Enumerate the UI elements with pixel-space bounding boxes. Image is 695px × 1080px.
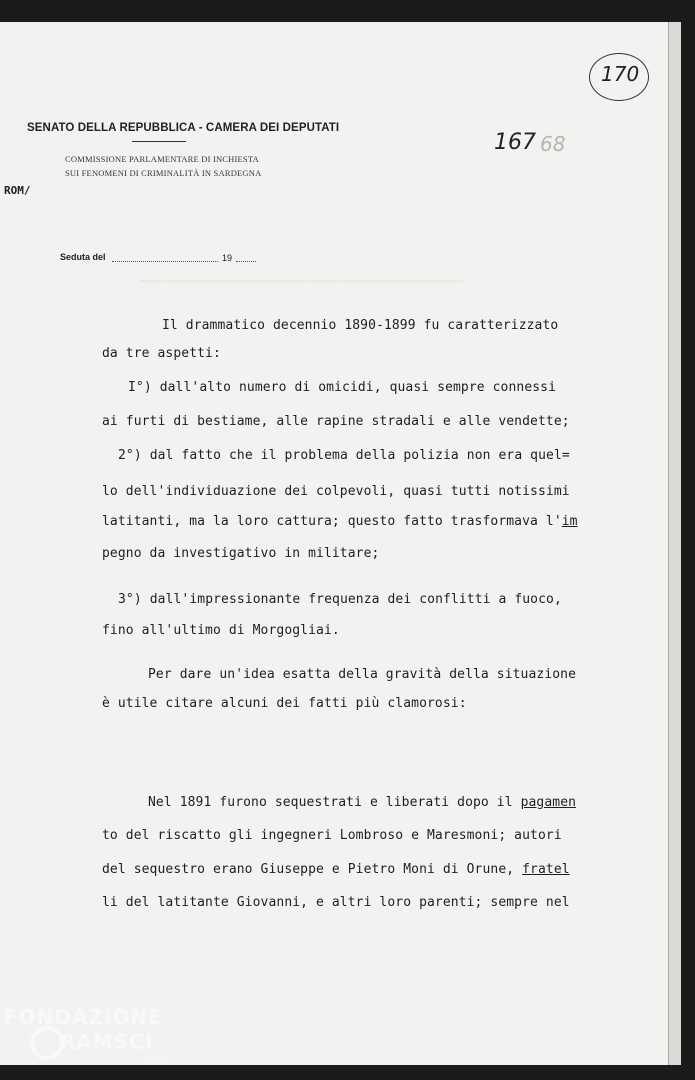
handwritten-page-number: 167 — [494, 130, 536, 155]
underlined-segment: im — [561, 514, 578, 529]
text-segment: da tre aspetti: — [102, 346, 221, 361]
text-segment: ai furti di bestiame, alle rapine stradali e alle vendette; — [102, 414, 570, 429]
text-segment: Per dare un'idea esatta della gravità della situazione — [148, 667, 577, 682]
text-segment: pegno da investigativo in militare; — [102, 546, 380, 561]
underlined-segment: pagamen — [520, 795, 577, 810]
text-segment: latitanti, ma la loro cattura; questo fatto trasformava l' — [102, 514, 562, 529]
watermark-g-logo — [30, 1026, 64, 1060]
faint-page-number: 68 — [540, 132, 566, 156]
seduta-year-field — [236, 261, 256, 262]
text-segment: li del latitante Giovanni, e altri loro parenti; sempre nel — [102, 895, 570, 910]
body-line — [102, 514, 578, 529]
text-segment: 2°) dal fatto che il problema della polizia non era quel= — [118, 448, 570, 463]
underlined-segment: fratel — [522, 862, 570, 877]
margin-mark: ROM/ — [4, 184, 31, 197]
body-line — [102, 828, 562, 843]
body-line — [102, 346, 221, 361]
body-line — [102, 895, 570, 910]
body-line — [118, 592, 562, 607]
body-line — [102, 862, 570, 877]
watermark-onlus: onlus — [145, 1055, 167, 1064]
text-segment: fino all'ultimo di Morgogliai. — [102, 623, 340, 638]
body-line — [148, 667, 576, 682]
text-segment: lo dell'individuazione dei colpevoli, quasi tutti notissimi — [102, 484, 570, 499]
commission-line-2: SUI FENOMENI DI CRIMINALITÀ IN SARDEGNA — [65, 168, 262, 178]
watermark-gramsci: RAMSCI — [60, 1030, 154, 1054]
text-segment: Il drammatico decennio 1890-1899 fu caratterizzato — [162, 318, 559, 333]
body-line — [128, 380, 556, 395]
text-segment: Nel 1891 furono sequestrati e liberati dopo il — [148, 795, 521, 810]
page-edge — [668, 22, 681, 1065]
watermark-fondazione: FONDAZIONE — [4, 1005, 163, 1029]
text-segment: to del riscatto gli ingegneri Lombroso e Maresmoni; autori — [102, 828, 562, 843]
body-line — [162, 318, 558, 333]
circled-number: 170 — [601, 62, 640, 86]
bleed-through: ▔▔▔▔▔▔▔▔▔▔▔▔▔▔▔▔▔▔▔▔▔▔▔▔▔▔▔▔▔▔▔▔▔▔▔▔▔▔▔▔▔▔▔ — [140, 280, 464, 295]
seduta-date-field — [112, 261, 218, 262]
text-segment: del sequestro erano Giuseppe e Pietro Moni di Orune, — [102, 862, 523, 877]
seduta-year-prefix: 19 — [222, 253, 233, 263]
body-line — [102, 696, 467, 711]
heading-rule — [132, 141, 186, 142]
body-line — [102, 414, 570, 429]
seduta-label: Seduta del — [60, 252, 106, 262]
text-segment: è utile citare alcuni dei fatti più clamorosi: — [102, 696, 467, 711]
body-line — [102, 484, 570, 499]
body-line — [118, 448, 570, 463]
text-segment: 3°) dall'impressionante frequenza dei conflitti a fuoco, — [118, 592, 562, 607]
commission-line-1: COMMISSIONE PARLAMENTARE DI INCHIESTA — [65, 154, 259, 164]
text-segment: I°) dall'alto numero di omicidi, quasi sempre connessi — [128, 380, 557, 395]
body-line — [102, 623, 340, 638]
body-line — [148, 795, 576, 810]
body-line — [102, 546, 379, 561]
institution-heading: SENATO DELLA REPUBBLICA - CAMERA DEI DEPUTATI — [27, 122, 340, 134]
